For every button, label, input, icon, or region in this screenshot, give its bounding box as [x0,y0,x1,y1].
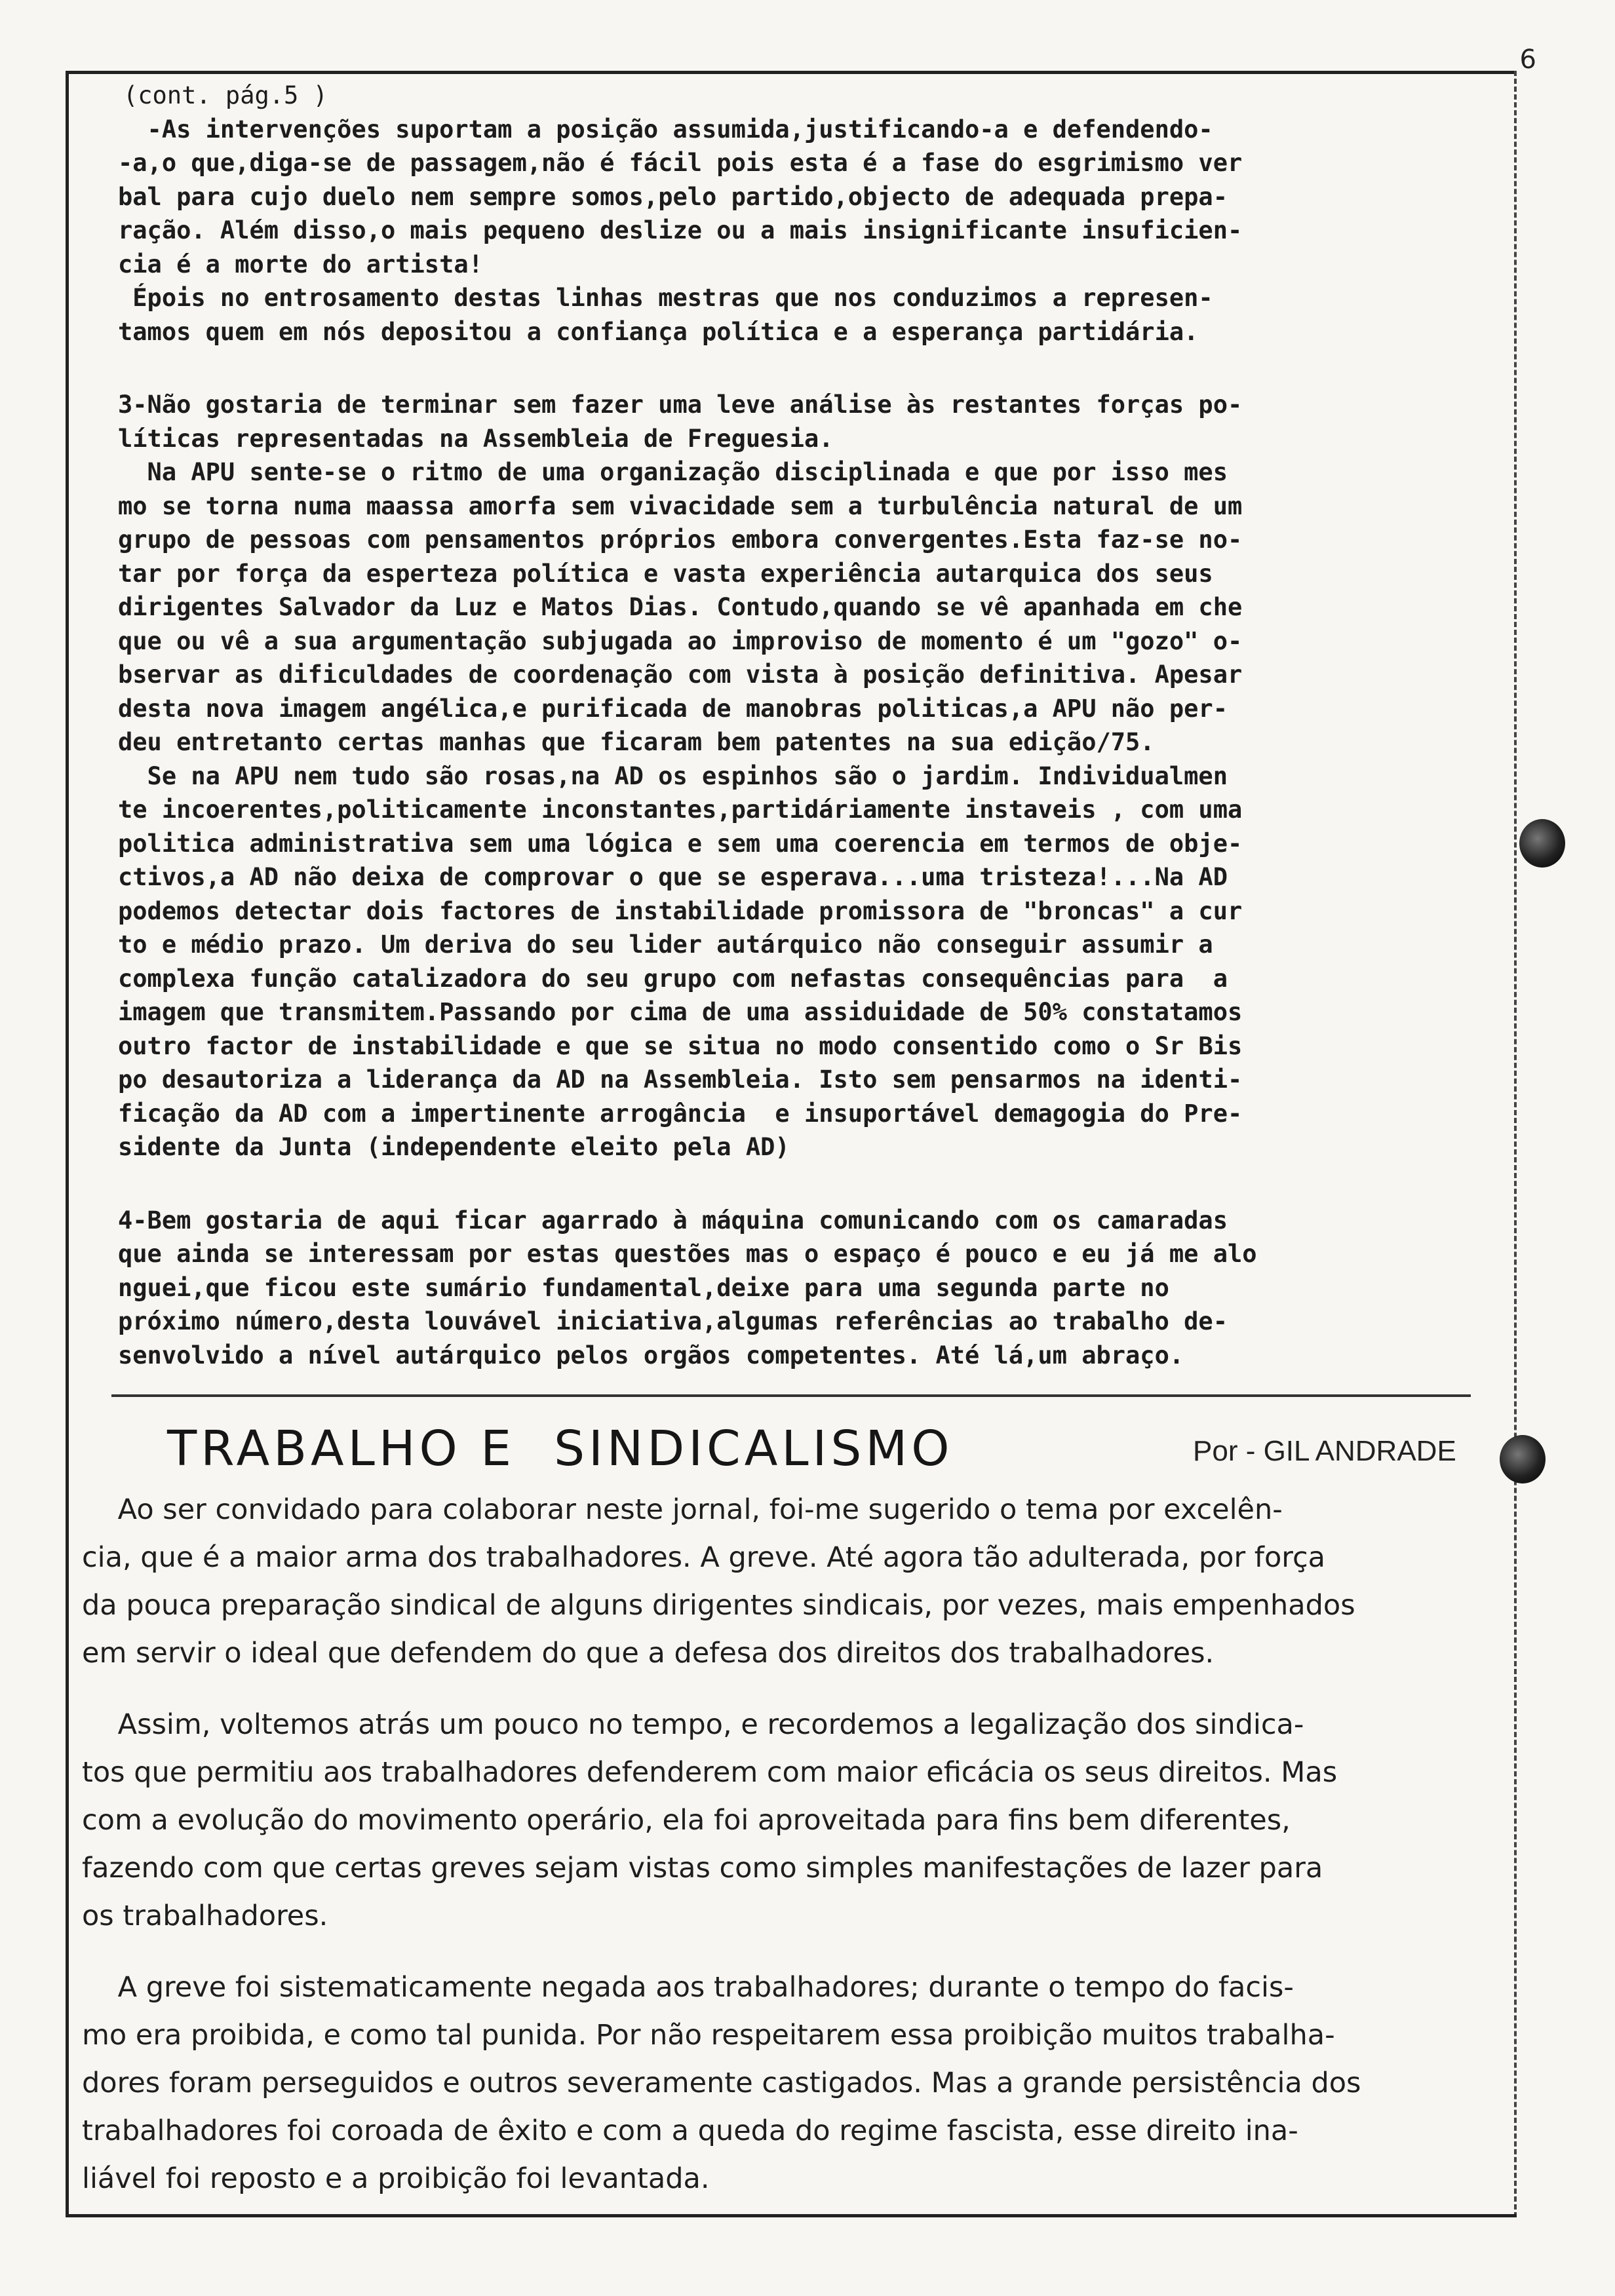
section-divider [111,1394,1471,1397]
article-line: da pouca preparação sindical de alguns dirigentes sindicais, por vezes, mais empenhados [82,1589,1355,1622]
article-title: TRABALHO E SINDICALISMO [167,1421,954,1477]
binder-hole [1519,819,1565,868]
text-line: ração. Além disso,o mais pequeno deslize ou a mais insignificante insuficien- [118,216,1243,244]
text-line: Épois no entrosamento destas linhas mestras que nos conduzimos a represen- [118,284,1213,312]
text-line: próximo número,desta louvável iniciativa,algumas referências ao trabalho de- [118,1307,1228,1335]
right-border-rule [1514,71,1517,2217]
page-number: 6 [1519,45,1536,75]
article-line: trabalhadores foi coroada de êxito e com a queda do regime fascista, esse direito ina- [82,2114,1298,2147]
text-line: sidente da Junta (independente eleito pela AD) [118,1133,790,1161]
article-paragraph [82,1486,1511,1677]
article-line: liável foi reposto e a proibição foi levantada. [82,2162,710,2195]
text-line: Na APU sente-se o ritmo de uma organização disciplinada e que por isso mes [118,458,1228,486]
text-line: te incoerentes,politicamente inconstantes,partidáriamente instaveis , com uma [118,795,1243,824]
text-line: nguei,que ficou este sumário fundamental,deixe para uma segunda parte no [118,1273,1169,1302]
article-body [82,1486,1511,2203]
article-paragraph [82,1964,1511,2203]
text-line: imagem que transmitem.Passando por cima de uma assiduidade de 50% constatamos [118,998,1243,1026]
paragraph-interventions [118,113,1481,282]
paragraph-apu [118,455,1481,759]
article-byline: Por - GIL ANDRADE [1193,1435,1456,1467]
text-line: ctivos,a AD não deixa de comprovar o que se esperava...uma tristeza!...Na AD [118,863,1228,891]
text-line: deu entretanto certas manhas que ficaram bem patentes na sua edição/75. [118,728,1155,756]
article-line: fazendo com que certas greves sejam vistas como simples manifestações de lazer para [82,1852,1323,1885]
text-line: que ou vê a sua argumentação subjugada ao improviso de momento é um "gozo" o- [118,626,1243,655]
article-line: Assim, voltemos atrás um pouco no tempo, e recordemos a legalização dos sindica- [82,1708,1304,1741]
article-line: em servir o ideal que defendem do que a defesa dos direitos dos trabalhadores. [82,1637,1215,1670]
article-line: A greve foi sistematicamente negada aos trabalhadores; durante o tempo do facis- [82,1971,1294,2004]
article-line: dores foram perseguidos e outros severamente castigados. Mas a grande persistência dos [82,2067,1361,2099]
section-3-intro [118,388,1481,455]
article-line: com a evolução do movimento operário, ela foi aproveitada para fins bem diferentes, [82,1804,1291,1837]
text-line: mo se torna numa maassa amorfa sem vivacidade sem a turbulência natural de um [118,491,1243,520]
typewritten-column [118,79,1481,1372]
binder-hole [1500,1435,1546,1483]
left-border-rule [66,71,69,2217]
article-line: os trabalhadores. [82,1900,328,1932]
text-line: ficação da AD com a impertinente arrogância e insuportável demagogia do Pre- [118,1099,1243,1128]
text-line: Se na APU nem tudo são rosas,na AD os espinhos são o jardim. Individualmen [118,761,1228,790]
section-4 [118,1204,1481,1373]
text-line: po desautoriza a liderança da AD na Assembleia. Isto sem pensarmos na identi- [118,1065,1243,1094]
article-line: Ao ser convidado para colaborar neste jornal, foi-me sugerido o tema por excelên- [82,1493,1283,1526]
text-line: tamos quem em nós depositou a confiança política e a esperança partidária. [118,317,1199,346]
text-line: -As intervenções suportam a posição assumida,justificando-a e defendendo- [118,115,1213,144]
article-line: cia, que é a maior arma dos trabalhadores. A greve. Até agora tão adulterada, por força [82,1541,1325,1574]
text-line: dirigentes Salvador da Luz e Matos Dias. Contudo,quando se vê apanhada em che [118,593,1243,621]
text-line: outro factor de instabilidade e que se situa no modo consentido como o Sr Bis [118,1031,1243,1060]
bottom-border-rule [66,2214,1517,2217]
paragraph-ad [118,759,1481,1164]
text-line: bal para cujo duelo nem sempre somos,pelo partido,objecto de adequada prepa- [118,182,1228,211]
text-line: complexa função catalizadora do seu grupo com nefastas consequências para a [118,964,1228,993]
continuation-note: (cont. pág.5 ) [123,81,328,109]
text-line: 3-Não gostaria de terminar sem fazer uma leve análise às restantes forças po- [118,391,1243,419]
article-line: mo era proibida, e como tal punida. Por não respeitarem essa proibição muitos trabalha- [82,2019,1335,2052]
text-line: grupo de pessoas com pensamentos próprios embora convergentes.Esta faz-se no- [118,526,1243,554]
text-line: líticas representadas na Assembleia de Freguesia. [118,424,834,453]
article-line: tos que permitiu aos trabalhadores defenderem com maior eficácia os seus direitos. Mas [82,1756,1338,1789]
top-border-rule [66,71,1517,74]
text-line: politica administrativa sem uma lógica e sem uma coerencia em termos de obje- [118,829,1243,858]
text-line: bservar as dificuldades de coordenação com vista à posição definitiva. Apesar [118,660,1243,689]
paragraph-entrosamento [118,281,1481,349]
text-line: to e médio prazo. Um deriva do seu lider autárquico não conseguir assumir a [118,930,1213,959]
text-line: -a,o que,diga-se de passagem,não é fácil pois esta é a fase do esgrimismo ver [118,149,1243,177]
text-line: senvolvido a nível autárquico pelos orgãos competentes. Até lá,um abraço. [118,1341,1184,1369]
text-line: tar por força da esperteza política e vasta experiência autarquica dos seus [118,559,1213,588]
text-line: desta nova imagem angélica,e purificada de manobras politicas,a APU não per- [118,694,1228,723]
text-line: 4-Bem gostaria de aqui ficar agarrado à máquina comunicando com os camaradas [118,1206,1228,1234]
article-paragraph [82,1701,1511,1940]
text-line: podemos detectar dois factores de instabilidade promissora de "broncas" a cur [118,896,1243,925]
text-line: cia é a morte do artista! [118,250,483,278]
text-line: que ainda se interessam por estas questões mas o espaço é pouco e eu já me alo [118,1240,1257,1268]
